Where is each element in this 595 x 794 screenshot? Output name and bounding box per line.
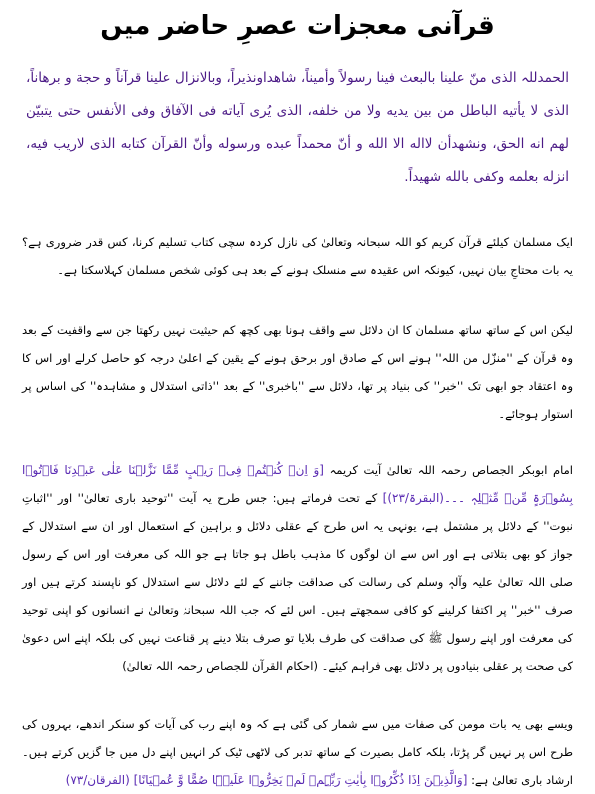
page-title: قرآنی معجزات عصرِ حاضر میں <box>100 11 495 41</box>
paragraph-3-lead: امام ابوبکر الجصاص رحمہ اللہ تعالیٰ آیت کریمہ <box>329 463 573 477</box>
paragraph-4 <box>22 710 573 794</box>
paragraph-1: ایک مسلمان کیلئے قرآن کریم کو اللہ سبحانہ وتعالیٰ کی نازل کردہ سچی کتاب تسلیم کرنا، کس قدر ضروری ہے؟ یہ بات محتاجِ بیان نہیں، کیونکہ اس عقیدہ سے منسلک ہونے کے بعد ہی کوئی شخص مسلمان کہلاسکتا ہے۔ <box>22 235 573 277</box>
paragraph-3-body: کے تحت فرماتے ہیں: جس طرح یہ آیت ''توحید باری تعالیٰ'' اور ''اثباتِ نبوت'' کے دلائل پر مشتمل ہے، یونہی یہ اس طرح کے عقلی دلائل و براہین کے استعمال اور ان سے استدلال کے جواز کو بھی بتلاتی ہے اور اس سے ان لوگوں کا مذہب باطل ہو جاتا ہے جو اللہ کی معرفت اور اس کے رسول صلی اللہ تعالیٰ علیہ وآلہٖ وسلم کی رسالت کی صداقت جاننے کے لئے دلائل سے استدلال کو ناپسند کرتے ہیں اور صرف ''خبر'' پر اکتفا کرلینے کو کافی سمجھتے ہیں۔ اس لئے کہ جب اللہ سبحانہٗ وتعالیٰ نے انسانوں کو اپنی توحید کی معرفت اور اپنے رسول ﷺ کی صداقت کی طرف بلایا تو صرف بتلا دینے پر قناعت نہیں کی بلکہ اپنے اس دعویٰ کی صحت پر عقلی بنیادوں پر دلائل بھی فراہم کیئے۔ (احکام القرآن للجصاص رحمہ اللہ تعالیٰ) <box>22 491 573 673</box>
paragraph-2: لیکن اس کے ساتھ ساتھ مسلمان کا ان دلائل سے واقف ہونا بھی کچھ کم حیثیت نہیں رکھتا جن سے واقفیت کے بعد وہ قرآن کے ''منزّل من اللہ'' ہونے اس کے صادق اور برحق ہونے کے یقین کے اعلیٰ درجہ کو حاصل کرلے اور اس کا وہ اعتقاد جو ابھی تک ''خبر'' کی بنیاد پر تھا، دلائل سے ''باخبری'' کے بعد ''ذاتی استدلال و مشاہدہ'' کی اساس پر استوار ہوجائے۔ <box>22 323 573 421</box>
paragraph-4-body: ویسے بھی یہ بات مومن کی صفات میں سے شمار کی گئی ہے کہ وہ اپنے رب کی آیات کو سنکر اندھے، بہروں کی طرح اس پر نہیں گر پڑتا، بلکہ کامل بصیرت کے ساتھ تدبر کی لاٹھی ٹیک کر انہیں اپنے دل میں جا گزیں کرتے ہیں۔ ارشاد باری تعالیٰ ہے: <box>22 717 573 787</box>
quran-ayah-albaqarah: [وَ اِنۡ کُنۡتُمۡ فِیۡ رَیۡبٍ مِّمَّا نَزَّلۡنَا عَلٰی عَبۡدِنَا فَاۡتُوۡا بِسُوۡرَۃٍ مِّنۡ مِّثۡلِہٖ ۔۔۔(البقرۃ/۲۳)] <box>22 463 574 505</box>
intro-arabic-paragraph: الحمدللہ الذی منّ علینا بالبعث فینا رسولاً وأمیناً، شاھداونذیراً، وبالانزال علینا قرآناً و حجة و برھاناً، الذی لا یأتیه الباطل من بین یدیه ولا من خلفه، الذی یُری آیاته فی الآفاق وفی الأنفس حتی یتبیّن لھم انه الحق، ونشھدأن لااله الا الله و أنّ محمداً عبده ورسوله وأنّ القرآن کتابه الذی لاریب فیه، انزله بعلمه وکفی بالله شھیداً. <box>26 70 569 185</box>
quran-ayah-alfurqan: [وَالَّذِیۡنَ اِذَا ذُکِّرُوۡا بِاٰیٰتِ رَبِّہِمۡ لَمۡ یَخِرُّوۡا عَلَیۡہَا صُمًّا وَّ عُمۡیَانًا] (الفرقان/۷۳) <box>65 773 468 787</box>
paragraph-3 <box>22 456 573 680</box>
